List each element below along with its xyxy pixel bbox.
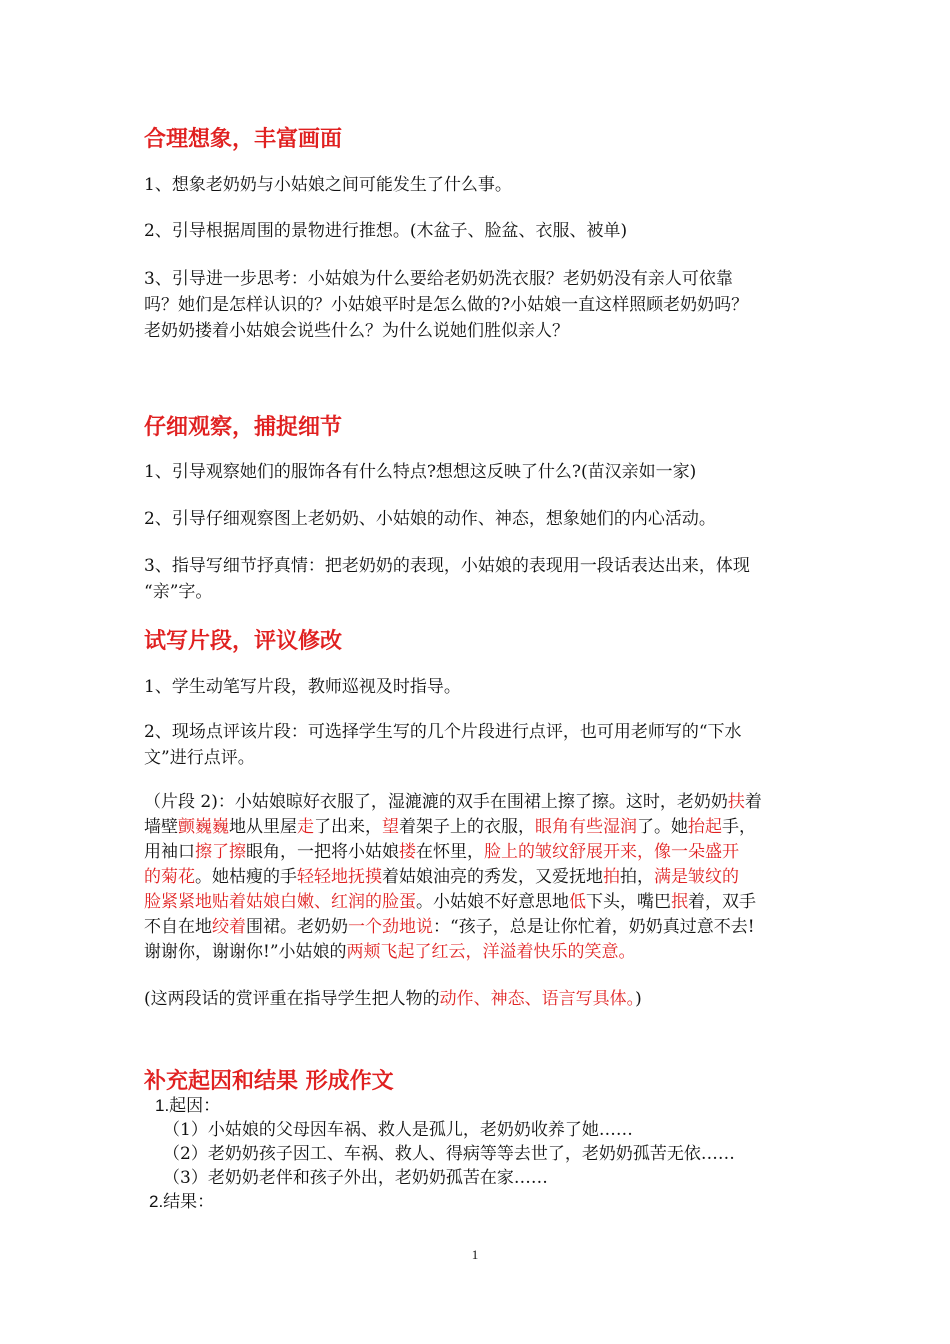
passage-text: 墙壁 [144,817,178,837]
paragraph: 1、引导观察她们的服饰各有什么特点?想想这反映了什么?(苗汉亲如一家) [144,462,697,482]
list-item: （2）老奶奶孩子因工、车祸、救人、得病等等去世了，老奶奶孤苦无依…… [163,1144,735,1164]
text-line: 2、现场点评该片段：可选择学生写的几个片段进行点评，也可用老师写的“下水 [144,722,742,742]
section-heading: 仔细观察，捕捉细节 [144,415,343,440]
page-number: 1 [471,1247,479,1262]
passage-text: 谢谢你，谢谢你!”小姑娘的 [144,942,347,962]
passage-text: ：“孩子，总是让你忙着，奶奶真过意不去! [433,917,755,937]
text-line: 3、指导写细节抒真情：把老奶奶的表现，小姑娘的表现用一段话表达出来，体现 [144,556,750,576]
note-text: ) [635,989,642,1009]
passage-highlight: 抿 [671,892,688,912]
passage-highlight: 擦了擦 [195,842,246,862]
passage-highlight: 一个劲地说 [348,917,433,937]
passage-text: 着，双手 [688,892,756,912]
passage-line [144,840,816,865]
passage-highlight: 眼角有些湿润 [535,817,637,837]
paragraph: 1、学生动笔写片段，教师巡视及时指导。 [144,677,461,697]
passage-highlight: 搂 [399,842,416,862]
passage-text: 着 [744,792,762,812]
passage-text: 在怀里， [416,842,484,862]
passage-highlight: 脸上的皱纹舒展开来，像一朵盛开 [484,842,739,862]
text-line: 3、引导进一步思考：小姑娘为什么要给老奶奶洗衣服？老奶奶没有亲人可依靠 [144,269,733,289]
paragraph [144,553,816,605]
passage-highlight: 低 [569,892,586,912]
passage-text: 下头，嘴巴 [586,892,671,912]
passage-text: 围裙。老奶奶 [246,917,348,937]
passage-highlight: 望 [382,817,399,837]
paragraph [144,986,816,1012]
passage-text: 了。她 [637,817,688,837]
passage-text: 拍， [620,867,654,887]
passage-line [144,790,816,815]
paragraph: 1、想象老奶奶与小姑娘之间可能发生了什么事。 [144,175,512,195]
list-item: （1）小姑娘的父母因车祸、救人是孤儿，老奶奶收养了她…… [163,1120,633,1140]
passage-highlight: 两颊飞起了红云，洋溢着快乐的笑意。 [346,942,636,962]
passage-text: 地从里屋 [229,817,297,837]
paragraph: 2、引导仔细观察图上老奶奶、小姑娘的动作、神态，想象她们的内心活动。 [144,509,716,529]
paragraph: 2、引导根据周围的景物进行推想。(木盆子、脸盆、衣服、被单) [144,221,628,241]
passage-text: 手， [722,817,756,837]
passage-highlight: 颤巍巍 [178,817,229,837]
passage-highlight: 绞着 [212,917,246,937]
section-heading: 试写片段，评议修改 [144,629,343,654]
passage-highlight: 扶 [727,792,745,812]
section-heading: 补充起因和结果 形成作文 [144,1069,394,1094]
passage-text: 眼角，一把将小姑娘 [246,842,399,862]
sample-passage [144,790,816,965]
passage-line [144,940,816,965]
passage-highlight: 脸紧紧地贴着姑娘白嫩、红润的脸蛋 [144,892,416,912]
passage-text: 了出来， [314,817,382,837]
passage-text: 。小姑娘不好意思地 [416,892,569,912]
paragraph [144,719,816,771]
text-line: 文”进行点评。 [144,748,255,768]
passage-highlight: 抬起 [688,817,722,837]
passage-line [144,915,816,940]
passage-text: 。她枯瘦的手 [195,867,297,887]
note-highlight: 动作、神态、语言写具体。 [439,989,636,1009]
passage-text: 不自在地 [144,917,212,937]
passage-text: 着姑娘油亮的秀发，又爱抚地 [382,867,603,887]
list-label: 2.结果： [149,1192,215,1211]
passage-line [144,890,816,915]
passage-text: 用袖口 [144,842,195,862]
passage-line [144,815,816,840]
passage-line [144,865,816,890]
passage-highlight: 轻轻地抚摸 [297,867,382,887]
passage-text: （片段 2)：小姑娘晾好衣服了，湿漉漉的双手在围裙上擦了擦。这时，老奶奶 [144,792,728,812]
text-line: 吗？她们是怎样认识的？小姑娘平时是怎么做的?小姑娘一直这样照顾老奶奶吗？ [144,295,749,315]
list-label: 1.起因： [155,1096,221,1115]
text-line: 老奶奶搂着小姑娘会说些什么？为什么说她们胜似亲人？ [144,321,569,341]
passage-highlight: 满是皱纹的 [654,867,739,887]
passage-highlight: 拍 [603,867,620,887]
note-text: (这两段话的赏评重在指导学生把人物的 [144,989,440,1009]
passage-highlight: 的菊花 [144,867,195,887]
paragraph [144,266,816,344]
text-line: “亲”字。 [144,582,213,602]
passage-text: 着架子上的衣服， [399,817,535,837]
list-block [149,1094,827,1214]
list-item: （3）老奶奶老伴和孩子外出，老奶奶孤苦在家…… [163,1168,548,1188]
passage-highlight: 走 [297,817,314,837]
section-heading: 合理想象，丰富画面 [144,127,343,152]
